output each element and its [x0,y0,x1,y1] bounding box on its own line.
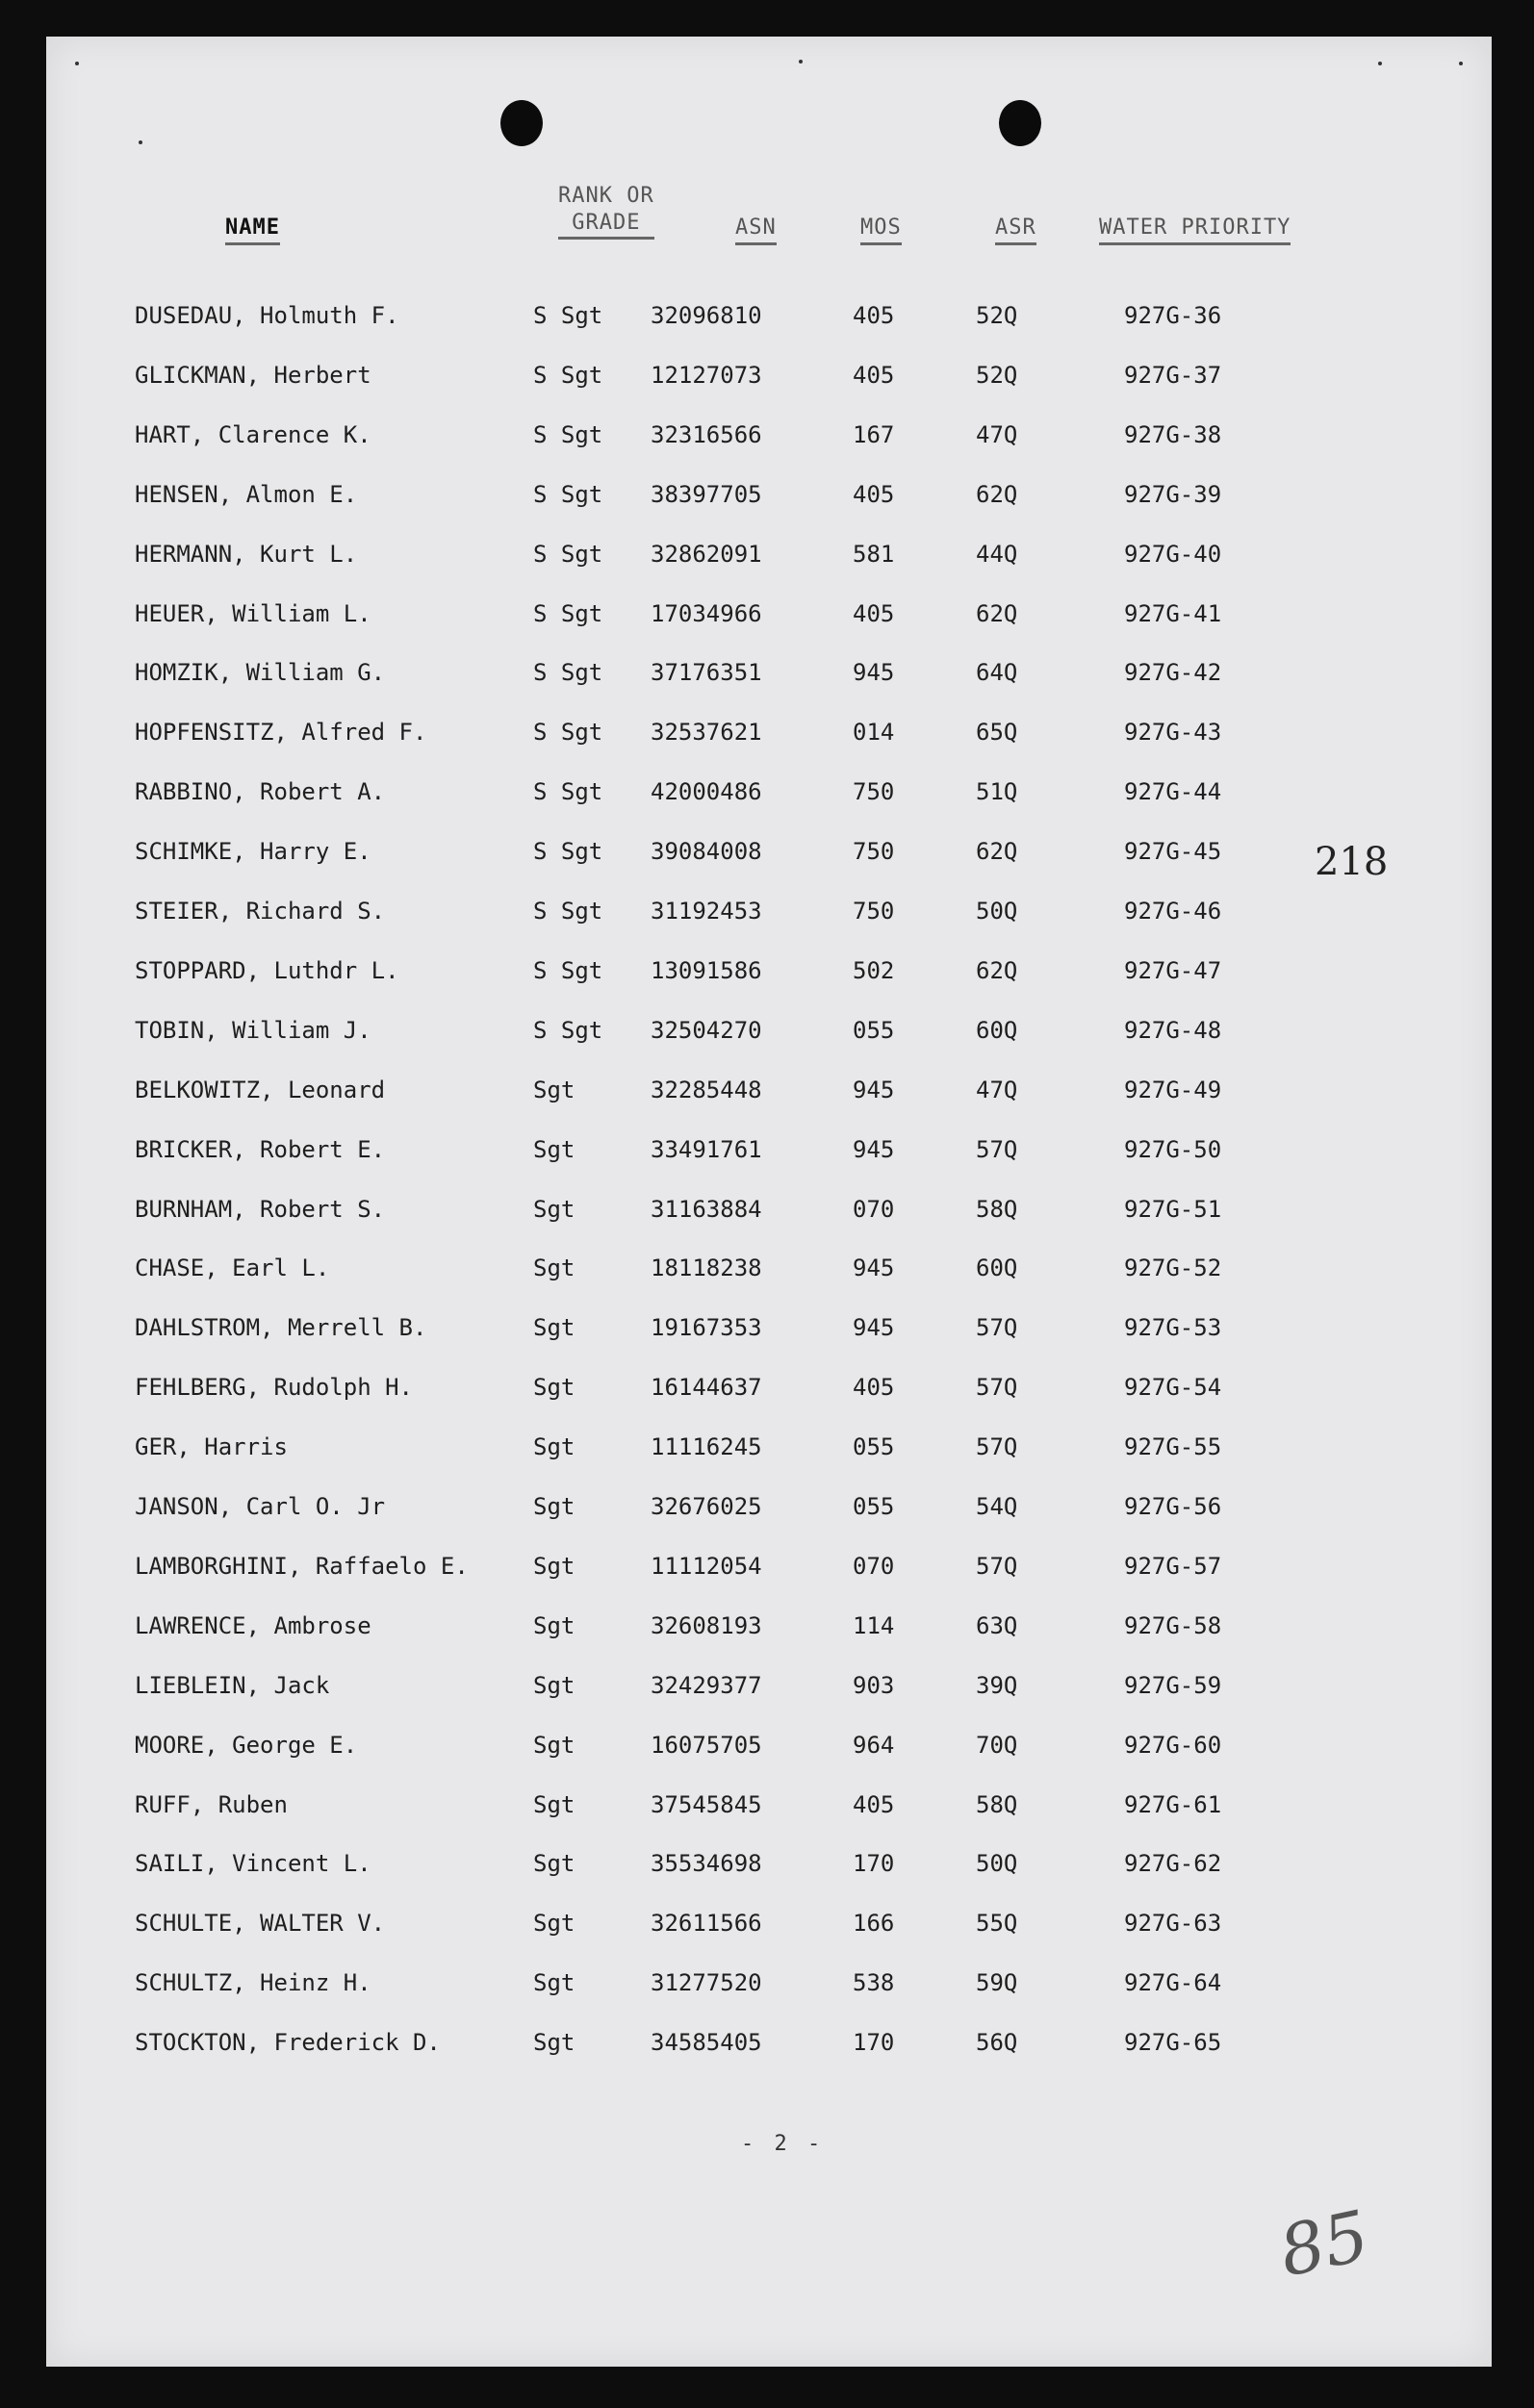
cell-priority: 927G-46 [1124,898,1222,925]
cell-asr: 60Q [976,1016,1018,1044]
speck [139,140,142,144]
table-row [46,362,1492,400]
cell-grade: Sgt [533,1671,575,1699]
cell-name: CHASE, Earl L. [135,1255,330,1282]
cell-asr: 52Q [976,361,1018,389]
table-row [46,898,1492,936]
cell-mos: 405 [853,1374,895,1402]
cell-grade: Sgt [533,1374,575,1402]
cell-priority: 927G-60 [1124,1731,1222,1759]
table-row [46,1910,1492,1948]
table-row [46,600,1492,639]
cell-grade: Sgt [533,2029,575,2057]
cell-grade: Sgt [533,1255,575,1282]
cell-priority: 927G-37 [1124,361,1222,389]
cell-grade: Sgt [533,1314,575,1342]
cell-mos: 405 [853,599,895,627]
cell-asr: 57Q [976,1135,1018,1163]
cell-grade: S Sgt [533,778,603,806]
cell-priority: 927G-64 [1124,1969,1222,1997]
cell-asn: 42000486 [651,778,762,806]
cell-asr: 62Q [976,838,1018,866]
cell-name: LAWRENCE, Ambrose [135,1611,371,1639]
cell-grade: Sgt [533,1195,575,1223]
cell-asr: 55Q [976,1910,1018,1938]
table-row [46,1136,1492,1175]
cell-mos: 750 [853,898,895,925]
cell-priority: 927G-55 [1124,1433,1222,1461]
cell-name: HOPFENSITZ, Alfred F. [135,719,427,747]
cell-asn: 31192453 [651,898,762,925]
cell-mos: 166 [853,1910,895,1938]
table-row [46,541,1492,579]
document-page [46,37,1492,2367]
cell-priority: 927G-39 [1124,480,1222,508]
cell-asr: 59Q [976,1969,1018,1997]
table-row [46,1017,1492,1055]
cell-grade: Sgt [533,1790,575,1818]
cell-asn: 11116245 [651,1433,762,1461]
cell-grade: S Sgt [533,361,603,389]
cell-asn: 37176351 [651,659,762,687]
cell-asr: 44Q [976,540,1018,568]
cell-priority: 927G-38 [1124,420,1222,448]
cell-priority: 927G-65 [1124,2029,1222,2057]
cell-grade: S Sgt [533,540,603,568]
speck [1378,62,1382,65]
cell-priority: 927G-36 [1124,302,1222,329]
cell-name: BRICKER, Robert E. [135,1135,386,1163]
cell-asn: 34585405 [651,2029,762,2057]
header-asr: ASR [995,214,1036,245]
cell-name: STOPPARD, Luthdr L. [135,956,399,984]
cell-mos: 945 [853,1314,895,1342]
cell-priority: 927G-51 [1124,1195,1222,1223]
cell-asn: 17034966 [651,599,762,627]
table-row [46,1791,1492,1830]
page-number: - 2 - [741,2132,825,2156]
cell-asr: 47Q [976,1076,1018,1103]
cell-name: RUFF, Ruben [135,1790,288,1818]
cell-grade: Sgt [533,1433,575,1461]
cell-mos: 538 [853,1969,895,1997]
table-row [46,2029,1492,2067]
cell-name: HART, Clarence K. [135,420,371,448]
table-row [46,719,1492,757]
cell-asn: 11112054 [651,1552,762,1580]
cell-name: BURNHAM, Robert S. [135,1195,386,1223]
cell-asn: 32611566 [651,1910,762,1938]
cell-name: HERMANN, Kurt L. [135,540,358,568]
punch-hole-left [500,100,543,146]
cell-asn: 19167353 [651,1314,762,1342]
cell-asn: 18118238 [651,1255,762,1282]
cell-name: GER, Harris [135,1433,288,1461]
cell-name: LIEBLEIN, Jack [135,1671,330,1699]
cell-grade: Sgt [533,1552,575,1580]
cell-mos: 405 [853,302,895,329]
table-row [46,1969,1492,2008]
cell-mos: 964 [853,1731,895,1759]
cell-priority: 927G-57 [1124,1552,1222,1580]
cell-mos: 945 [853,1076,895,1103]
cell-grade: S Sgt [533,898,603,925]
cell-priority: 927G-62 [1124,1850,1222,1878]
cell-name: SCHULTZ, Heinz H. [135,1969,371,1997]
cell-asr: 65Q [976,719,1018,747]
cell-priority: 927G-48 [1124,1016,1222,1044]
cell-priority: 927G-44 [1124,778,1222,806]
cell-priority: 927G-53 [1124,1314,1222,1342]
cell-priority: 927G-45 [1124,838,1222,866]
cell-grade: S Sgt [533,480,603,508]
header-name: NAME [225,214,280,245]
cell-grade: S Sgt [533,956,603,984]
cell-name: BELKOWITZ, Leonard [135,1076,386,1103]
cell-priority: 927G-61 [1124,1790,1222,1818]
cell-grade: S Sgt [533,420,603,448]
cell-mos: 750 [853,778,895,806]
cell-name: DUSEDAU, Holmuth F. [135,302,399,329]
cell-asn: 31163884 [651,1195,762,1223]
cell-name: FEHLBERG, Rudolph H. [135,1374,413,1402]
cell-asr: 70Q [976,1731,1018,1759]
table-row [46,1732,1492,1770]
cell-asr: 50Q [976,1850,1018,1878]
cell-mos: 055 [853,1433,895,1461]
cell-name: LAMBORGHINI, Raffaelo E. [135,1552,469,1580]
cell-mos: 405 [853,480,895,508]
cell-grade: S Sgt [533,719,603,747]
cell-priority: 927G-63 [1124,1910,1222,1938]
table-row [46,1255,1492,1293]
table-row [46,778,1492,817]
table-row [46,1196,1492,1234]
cell-asn: 39084008 [651,838,762,866]
cell-asn: 32862091 [651,540,762,568]
cell-grade: Sgt [533,1135,575,1163]
cell-mos: 945 [853,1135,895,1163]
cell-mos: 055 [853,1016,895,1044]
cell-grade: S Sgt [533,659,603,687]
header-asn: ASN [735,214,777,245]
cell-mos: 070 [853,1552,895,1580]
table-row [46,659,1492,697]
cell-name: TOBIN, William J. [135,1016,371,1044]
cell-name: RABBINO, Robert A. [135,778,386,806]
cell-grade: S Sgt [533,599,603,627]
cell-asn: 32096810 [651,302,762,329]
cell-name: DAHLSTROM, Merrell B. [135,1314,427,1342]
cell-name: MOORE, George E. [135,1731,358,1759]
cell-asr: 39Q [976,1671,1018,1699]
cell-name: STOCKTON, Frederick D. [135,2029,441,2057]
cell-name: GLICKMAN, Herbert [135,361,371,389]
cell-name: JANSON, Carl O. Jr [135,1493,386,1520]
cell-priority: 927G-40 [1124,540,1222,568]
cell-asn: 32608193 [651,1611,762,1639]
cell-asr: 56Q [976,2029,1018,2057]
cell-mos: 055 [853,1493,895,1520]
cell-priority: 927G-43 [1124,719,1222,747]
cell-grade: Sgt [533,1910,575,1938]
speck [75,62,79,65]
cell-name: STEIER, Richard S. [135,898,386,925]
cell-asr: 60Q [976,1255,1018,1282]
cell-grade: S Sgt [533,1016,603,1044]
cell-name: SAILI, Vincent L. [135,1850,371,1878]
cell-mos: 502 [853,956,895,984]
speck [1459,62,1463,65]
cell-priority: 927G-49 [1124,1076,1222,1103]
table-row [46,1314,1492,1353]
cell-asr: 57Q [976,1314,1018,1342]
cell-asn: 31277520 [651,1969,762,1997]
cell-grade: Sgt [533,1731,575,1759]
cell-asr: 57Q [976,1433,1018,1461]
cell-mos: 903 [853,1671,895,1699]
speck [799,60,803,63]
table-row [46,957,1492,996]
cell-mos: 014 [853,719,895,747]
cell-mos: 581 [853,540,895,568]
table-row [46,421,1492,460]
table-row [46,1374,1492,1412]
cell-asr: 58Q [976,1195,1018,1223]
cell-mos: 405 [853,361,895,389]
cell-asn: 35534698 [651,1850,762,1878]
cell-priority: 927G-54 [1124,1374,1222,1402]
cell-priority: 927G-50 [1124,1135,1222,1163]
cell-name: HOMZIK, William G. [135,659,386,687]
punch-hole-right [999,100,1041,146]
cell-asr: 54Q [976,1493,1018,1520]
table-row [46,1672,1492,1711]
cell-mos: 170 [853,2029,895,2057]
cell-grade: Sgt [533,1493,575,1520]
table-row [46,1850,1492,1888]
cell-name: SCHULTE, WALTER V. [135,1910,386,1938]
cell-asr: 62Q [976,599,1018,627]
cell-grade: Sgt [533,1850,575,1878]
cell-asn: 12127073 [651,361,762,389]
cell-asr: 57Q [976,1374,1018,1402]
table-row [46,1077,1492,1115]
cell-name: HEUER, William L. [135,599,371,627]
cell-asn: 16075705 [651,1731,762,1759]
cell-mos: 945 [853,659,895,687]
handwritten-number: 85 [1272,2194,1376,2293]
cell-asn: 13091586 [651,956,762,984]
cell-mos: 750 [853,838,895,866]
cell-name: SCHIMKE, Harry E. [135,838,371,866]
cell-grade: Sgt [533,1969,575,1997]
cell-grade: S Sgt [533,302,603,329]
table-row [46,838,1492,876]
cell-asn: 32537621 [651,719,762,747]
cell-asn: 32429377 [651,1671,762,1699]
cell-name: HENSEN, Almon E. [135,480,358,508]
cell-asr: 63Q [976,1611,1018,1639]
cell-mos: 167 [853,420,895,448]
table-row [46,481,1492,520]
cell-priority: 927G-59 [1124,1671,1222,1699]
cell-grade: Sgt [533,1076,575,1103]
cell-mos: 070 [853,1195,895,1223]
cell-asr: 62Q [976,956,1018,984]
cell-priority: 927G-41 [1124,599,1222,627]
header-mos: MOS [860,214,902,245]
cell-asn: 32285448 [651,1076,762,1103]
cell-priority: 927G-52 [1124,1255,1222,1282]
cell-priority: 927G-42 [1124,659,1222,687]
cell-mos: 170 [853,1850,895,1878]
cell-asn: 32504270 [651,1016,762,1044]
cell-grade: Sgt [533,1611,575,1639]
cell-asr: 51Q [976,778,1018,806]
cell-asn: 38397705 [651,480,762,508]
cell-asr: 52Q [976,302,1018,329]
cell-mos: 114 [853,1611,895,1639]
cell-asr: 64Q [976,659,1018,687]
table-row [46,1553,1492,1591]
cell-asr: 62Q [976,480,1018,508]
cell-mos: 405 [853,1790,895,1818]
cell-grade: S Sgt [533,838,603,866]
table-row [46,1612,1492,1651]
header-grade: RANK OR GRADE [558,183,654,240]
cell-priority: 927G-58 [1124,1611,1222,1639]
cell-asr: 57Q [976,1552,1018,1580]
cell-asn: 32316566 [651,420,762,448]
table-row [46,1433,1492,1472]
cell-mos: 945 [853,1255,895,1282]
table-row [46,302,1492,341]
cell-priority: 927G-56 [1124,1493,1222,1520]
side-number: 218 [1315,840,1389,884]
cell-asr: 47Q [976,420,1018,448]
cell-asn: 37545845 [651,1790,762,1818]
table-row [46,1493,1492,1532]
cell-asn: 33491761 [651,1135,762,1163]
cell-asn: 32676025 [651,1493,762,1520]
header-priority: WATER PRIORITY [1099,214,1291,245]
cell-asr: 50Q [976,898,1018,925]
cell-asr: 58Q [976,1790,1018,1818]
cell-asn: 16144637 [651,1374,762,1402]
cell-priority: 927G-47 [1124,956,1222,984]
